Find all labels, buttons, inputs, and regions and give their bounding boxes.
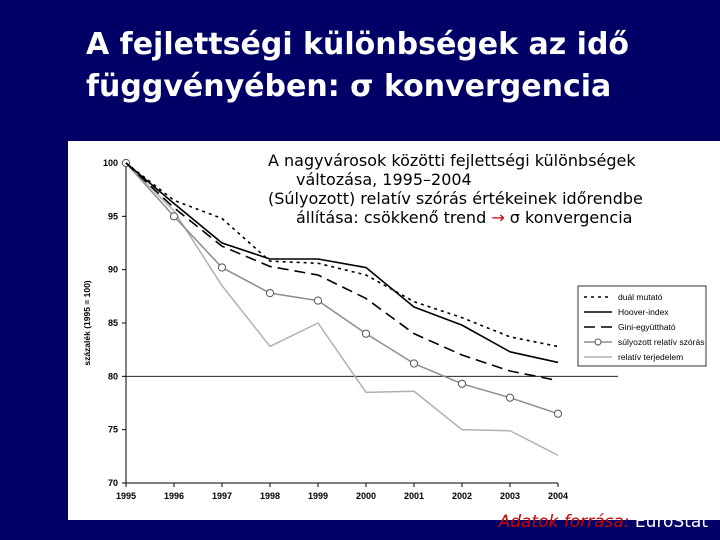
series-marker xyxy=(410,360,417,367)
caption-line-4 xyxy=(268,208,708,227)
y-tick-label: 100 xyxy=(102,158,118,168)
x-tick-label: 1996 xyxy=(163,491,185,501)
y-tick-label: 90 xyxy=(107,264,118,275)
source-value: EuroStat xyxy=(634,512,708,532)
legend-label: relatív terjedelem xyxy=(618,352,684,362)
series-marker xyxy=(314,297,321,304)
legend-label: duál mutató xyxy=(618,292,663,302)
series-marker xyxy=(554,410,561,417)
arrow-icon: → xyxy=(491,208,505,227)
caption-line-4-text: állítása: csökkenő trend xyxy=(296,208,492,227)
y-tick-label: 80 xyxy=(107,371,118,382)
caption-line-2: változása, 1995–2004 xyxy=(296,170,472,189)
x-tick-label: 2000 xyxy=(355,491,377,501)
series-marker xyxy=(170,213,177,220)
series-marker xyxy=(362,330,369,337)
x-tick-label: 2002 xyxy=(451,491,473,501)
series-marker xyxy=(266,290,273,297)
y-tick-label: 95 xyxy=(107,211,118,222)
x-tick-label: 1997 xyxy=(211,491,233,501)
x-tick-label: 1995 xyxy=(115,491,137,501)
x-tick-label: 1999 xyxy=(307,491,329,501)
series-marker xyxy=(458,380,465,387)
slide-title xyxy=(86,24,706,108)
y-tick-label: 75 xyxy=(107,424,118,435)
x-tick-label: 2001 xyxy=(403,491,425,501)
y-axis-label: százalék (1995 = 100) xyxy=(82,280,92,366)
data-source xyxy=(499,512,708,532)
caption-line-4-end: σ konvergencia xyxy=(504,208,633,227)
legend-label: Hoover-index xyxy=(618,307,669,317)
x-tick-label: 2004 xyxy=(547,491,569,501)
caption-line-1: A nagyvárosok közötti fejlettségi különbségek xyxy=(268,151,636,170)
title-line-2: függvényében: σ konvergencia xyxy=(86,69,612,104)
legend-label: súlyozott relatív szórás xyxy=(618,337,705,347)
y-tick-label: 85 xyxy=(107,318,118,328)
x-tick-label: 2003 xyxy=(499,491,521,501)
chart-caption xyxy=(268,151,708,227)
source-label: Adatok forrása: xyxy=(498,512,630,532)
series-marker xyxy=(218,264,225,271)
y-tick-label: 70 xyxy=(107,478,118,488)
title-line-1: A fejlettségi különbségek az idő xyxy=(86,27,630,62)
legend-marker xyxy=(595,339,601,345)
x-tick-label: 1998 xyxy=(259,491,281,501)
legend-label: Gini-együttható xyxy=(618,322,676,332)
series-marker xyxy=(506,394,513,401)
caption-line-3: (Súlyozott) relatív szórás értékeinek időrendbe xyxy=(268,189,643,208)
